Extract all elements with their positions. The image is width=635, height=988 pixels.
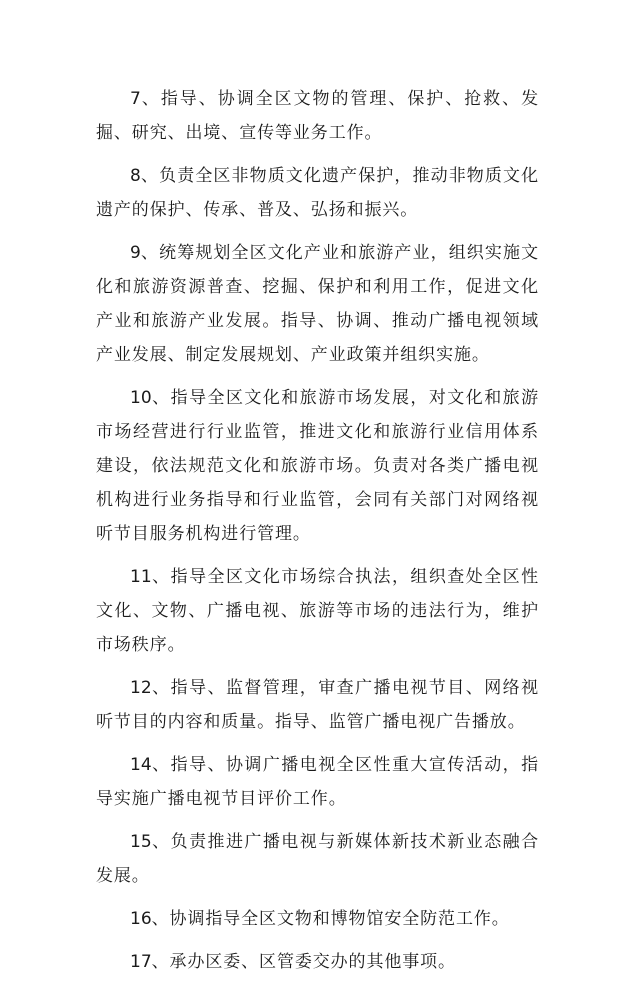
paragraph-item-10 — [96, 381, 539, 551]
item-text: 、负责全区非物质文化遗产保护，推动非物质文化遗产的保护、传承、普及、弘扬和振兴。 — [96, 166, 539, 220]
item-number: 11 — [130, 567, 152, 587]
paragraph-item-12 — [96, 671, 539, 739]
item-text: 、指导全区文化市场综合执法，组织查处全区性文化、文物、广播电视、旅游等市场的违法行为，维护市场秩序。 — [96, 567, 539, 655]
item-text: 、负责推进广播电视与新媒体新技术新业态融合发展。 — [96, 832, 539, 886]
item-text: 、统筹规划全区文化产业和旅游产业，组织实施文化和旅游资源普查、挖掘、保护和利用工作，促进文化产业和旅游产业发展。指导、协调、推动广播电视领域产业发展、制定发展规划、产业政策并组织实施。 — [96, 243, 539, 365]
item-number: 16 — [130, 909, 152, 929]
paragraph-item-9 — [96, 236, 539, 372]
item-text: 、指导全区文化和旅游市场发展，对文化和旅游市场经营进行行业监管，推进文化和旅游行业信用体系建设，依法规范文化和旅游市场。负责对各类广播电视机构进行业务指导和行业监管，会同有关部门对网络视听节目服务机构进行管理。 — [96, 388, 539, 544]
paragraph-item-8 — [96, 159, 539, 227]
item-number: 14 — [130, 755, 152, 775]
paragraph-item-7 — [96, 82, 539, 150]
item-text: 、指导、协调全区文物的管理、保护、抢救、发掘、研究、出境、宣传等业务工作。 — [96, 89, 539, 143]
paragraph-item-15 — [96, 825, 539, 893]
item-number: 15 — [130, 832, 152, 852]
item-text: 、指导、协调广播电视全区性重大宣传活动，指导实施广播电视节目评价工作。 — [96, 755, 539, 809]
item-number: 7 — [130, 89, 141, 109]
paragraph-item-14 — [96, 748, 539, 816]
item-number: 8 — [130, 166, 141, 186]
item-text: 、协调指导全区文物和博物馆安全防范工作。 — [151, 909, 510, 929]
item-number: 10 — [130, 388, 152, 408]
document-body — [96, 82, 539, 988]
paragraph-item-16 — [96, 902, 539, 936]
item-number: 12 — [130, 678, 152, 698]
item-text: 、指导、监督管理，审查广播电视节目、网络视听节目的内容和质量。指导、监管广播电视广告播放。 — [96, 678, 539, 732]
paragraph-item-17 — [96, 945, 539, 979]
item-number: 17 — [130, 952, 152, 972]
paragraph-item-11 — [96, 560, 539, 662]
item-number: 9 — [130, 243, 141, 263]
item-text: 、承办区委、区管委交办的其他事项。 — [151, 952, 456, 972]
